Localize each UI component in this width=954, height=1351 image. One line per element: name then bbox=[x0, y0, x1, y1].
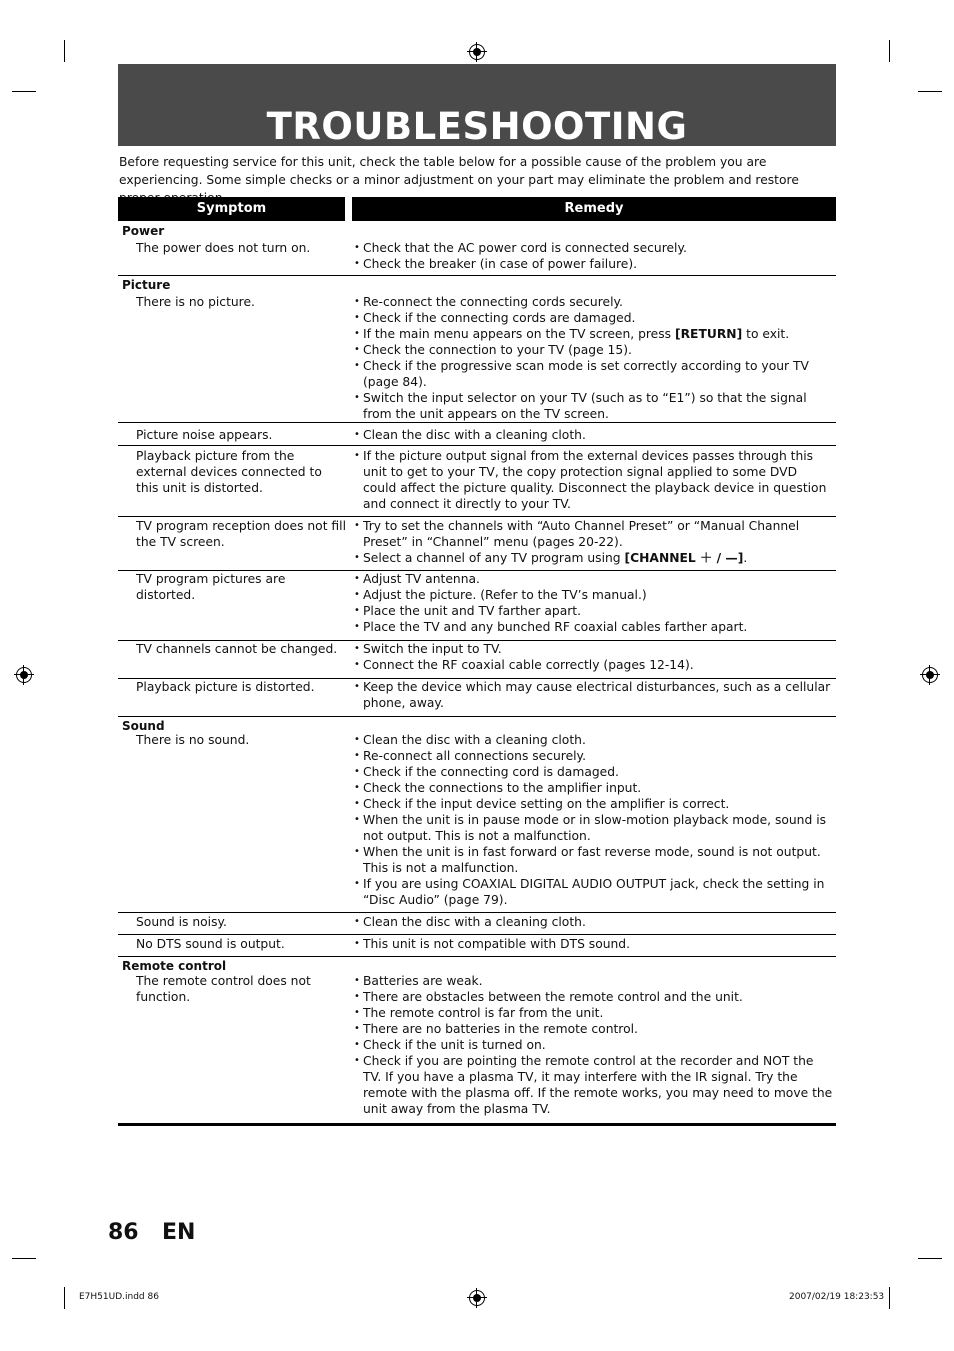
footer-file: E7H51UD.indd 86 bbox=[79, 1292, 159, 1302]
registration-mark-icon bbox=[469, 1290, 485, 1306]
crop-mark bbox=[64, 1287, 65, 1309]
remedy-item: • Re-connect all connections securely. bbox=[354, 748, 834, 764]
remedy-item: • Check the connections to the amplifier input. bbox=[354, 780, 834, 796]
remedy-item: • If the main menu appears on the TV screen, press [RETURN] to exit. bbox=[354, 326, 834, 342]
symptom-cell: Sound is noisy. bbox=[136, 915, 227, 929]
intro-text: Before requesting service for this unit, check the table below for a possible cause of the problem you are experiencing. Some simple checks or a minor adjustment on your part may eliminate the problem and restore bbox=[119, 155, 799, 187]
remedy-item: • Adjust the picture. (Refer to the TV’s manual.) bbox=[354, 587, 834, 603]
remedy-item: • Check if the progressive scan mode is set correctly according to your TV (page 84). bbox=[354, 358, 834, 390]
remedy-item: • This unit is not compatible with DTS sound. bbox=[354, 936, 834, 952]
remedy-list bbox=[354, 973, 834, 1117]
crop-mark bbox=[12, 1258, 36, 1259]
remedy-list bbox=[354, 679, 834, 711]
table-row bbox=[118, 446, 836, 517]
remedy-item: • Check if the connecting cords are damaged. bbox=[354, 310, 834, 326]
page-title: TROUBLESHOOTING bbox=[266, 105, 688, 148]
crop-mark bbox=[918, 1258, 942, 1259]
remedy-item: • Check the breaker (in case of power failure). bbox=[354, 256, 834, 272]
remedy-item: • Re-connect the connecting cords securely. bbox=[354, 294, 834, 310]
symptom-cell: Playback picture is distorted. bbox=[136, 680, 315, 694]
table-row bbox=[118, 276, 836, 423]
table-row bbox=[118, 679, 836, 717]
remedy-item: • Check if the input device setting on the amplifier is correct. bbox=[354, 796, 834, 812]
remedy-list bbox=[354, 936, 834, 952]
table-row bbox=[118, 423, 836, 446]
table-row bbox=[118, 641, 836, 679]
remedy-item: • If you are using COAXIAL DIGITAL AUDIO OUTPUT jack, check the setting in “Disc Audio” (page 79). bbox=[354, 876, 834, 908]
symptom-cell: TV program pictures are distorted. bbox=[136, 572, 286, 602]
remedy-list bbox=[354, 518, 834, 566]
symptom-header: Symptom bbox=[118, 197, 345, 221]
category-label: Power bbox=[122, 224, 165, 238]
remedy-item: • Switch the input selector on your TV (such as to “E1”) so that the signal from the unit appears on the TV screen. bbox=[354, 390, 834, 422]
remedy-item: • There are no batteries in the remote control. bbox=[354, 1021, 834, 1037]
remedy-list bbox=[354, 571, 834, 635]
remedy-header: Remedy bbox=[352, 197, 836, 221]
title-banner bbox=[118, 64, 836, 146]
table-row bbox=[118, 957, 836, 1126]
registration-mark-icon bbox=[922, 667, 938, 683]
table-row bbox=[118, 571, 836, 641]
symptom-cell: The remote control does not function. bbox=[136, 974, 311, 1004]
remedy-list bbox=[354, 641, 834, 673]
remedy-item: • Batteries are weak. bbox=[354, 973, 834, 989]
table-row bbox=[118, 913, 836, 935]
remedy-item: • Clean the disc with a cleaning cloth. bbox=[354, 427, 834, 443]
crop-mark bbox=[889, 40, 890, 62]
remedy-item: • When the unit is in pause mode or in slow-motion playback mode, sound is not output. This is not a malfunction. bbox=[354, 812, 834, 844]
symptom-cell: TV channels cannot be changed. bbox=[136, 642, 338, 656]
remedy-item: • When the unit is in fast forward or fast reverse mode, sound is not output. This is not a malfunction. bbox=[354, 844, 834, 876]
symptom-cell: TV program reception does not fill the TV screen. bbox=[136, 519, 347, 549]
crop-mark bbox=[64, 40, 65, 62]
page-language: EN bbox=[162, 1220, 196, 1245]
remedy-item: • The remote control is far from the unit. bbox=[354, 1005, 834, 1021]
symptom-cell: There is no picture. bbox=[136, 295, 255, 309]
remedy-list bbox=[354, 294, 834, 422]
category-label: Sound bbox=[122, 719, 165, 733]
remedy-item: • Clean the disc with a cleaning cloth. bbox=[354, 914, 834, 930]
remedy-list bbox=[354, 732, 834, 908]
table-row bbox=[118, 517, 836, 571]
remedy-list bbox=[354, 427, 834, 443]
remedy-item: • Clean the disc with a cleaning cloth. bbox=[354, 732, 834, 748]
symptom-cell: Playback picture from the external devices connected to this unit is distorted. bbox=[136, 449, 322, 495]
symptom-cell: There is no sound. bbox=[136, 733, 250, 747]
remedy-item: • Check that the AC power cord is connected securely. bbox=[354, 240, 834, 256]
table-row bbox=[118, 935, 836, 957]
symptom-cell: No DTS sound is output. bbox=[136, 937, 285, 951]
crop-mark bbox=[918, 91, 942, 92]
remedy-list bbox=[354, 914, 834, 930]
footer-timestamp: 2007/02/19 18:23:53 bbox=[789, 1292, 885, 1302]
remedy-item: • Check if the connecting cord is damaged. bbox=[354, 764, 834, 780]
remedy-item: • Switch the input to TV. bbox=[354, 641, 834, 657]
symptom-cell: The power does not turn on. bbox=[136, 241, 311, 255]
remedy-item: • Keep the device which may cause electrical disturbances, such as a cellular phone, away. bbox=[354, 679, 834, 711]
category-label: Remote control bbox=[122, 959, 227, 973]
remedy-item: • Connect the RF coaxial cable correctly (pages 12-14). bbox=[354, 657, 834, 673]
table-row bbox=[118, 717, 836, 913]
remedy-item: • Place the unit and TV farther apart. bbox=[354, 603, 834, 619]
remedy-item: • There are obstacles between the remote control and the unit. bbox=[354, 989, 834, 1005]
page-number: 86 bbox=[108, 1220, 139, 1245]
table-row bbox=[118, 222, 836, 276]
crop-mark bbox=[889, 1287, 890, 1309]
remedy-item: • Check if the unit is turned on. bbox=[354, 1037, 834, 1053]
registration-mark-icon bbox=[469, 44, 485, 60]
remedy-item: • Adjust TV antenna. bbox=[354, 571, 834, 587]
remedy-item: • Try to set the channels with “Auto Channel Preset” or “Manual Channel Preset” in “Channel” menu (pages 20-22). bbox=[354, 518, 834, 550]
remedy-item: • Select a channel of any TV program using [CHANNEL ＋ / —]. bbox=[354, 550, 834, 566]
remedy-list bbox=[354, 448, 834, 512]
symptom-cell: Picture noise appears. bbox=[136, 428, 273, 442]
remedy-item: • If the picture output signal from the external devices passes through this unit to get to your TV, the copy protection signal applied to some DVD could affect the picture quality. Disconnect the playback device in question and connect it directly to your TV. bbox=[354, 448, 834, 512]
crop-mark bbox=[12, 91, 36, 92]
remedy-item: • Check the connection to your TV (page 15). bbox=[354, 342, 834, 358]
remedy-list bbox=[354, 240, 834, 272]
remedy-item: • Check if you are pointing the remote control at the recorder and NOT the TV. If you have a plasma TV, it may interfere with the IR signal. Try the remote with the plasma off. If the remote works, you may need to move the unit away from the plasma TV. bbox=[354, 1053, 834, 1117]
remedy-item: • Place the TV and any bunched RF coaxial cables farther apart. bbox=[354, 619, 834, 635]
registration-mark-icon bbox=[16, 667, 32, 683]
category-label: Picture bbox=[122, 278, 171, 292]
